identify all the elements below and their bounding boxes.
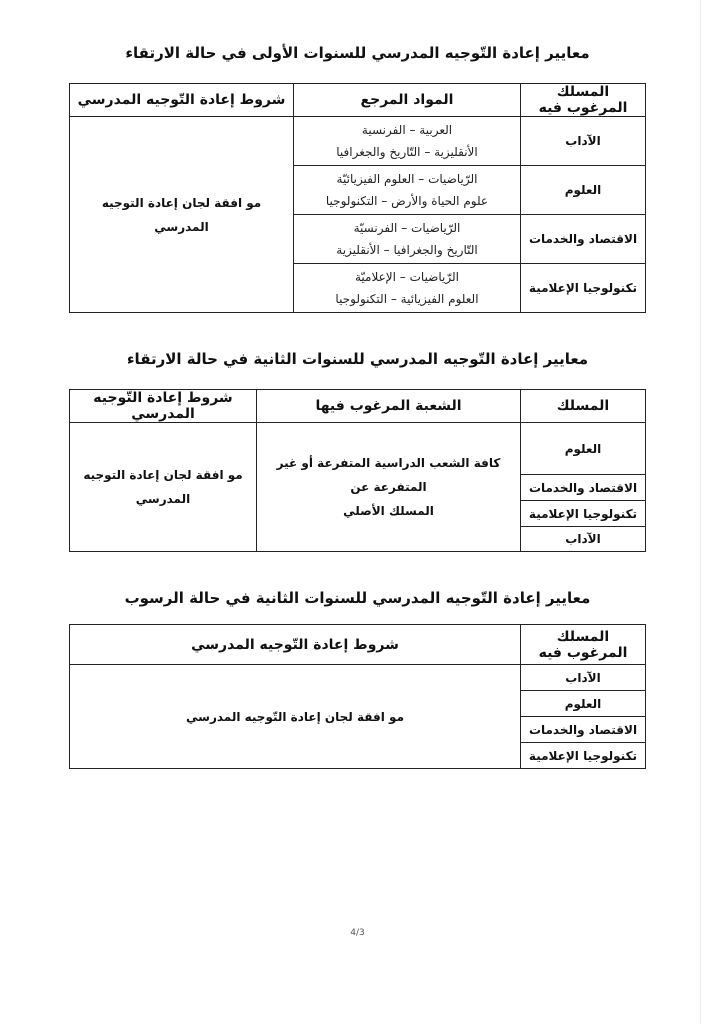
subjects-cell <box>294 215 521 264</box>
subjects-cell <box>294 117 521 166</box>
section2-table <box>69 389 646 552</box>
subjects-line: العلوم الفيزيائية – التكنولوجيا <box>335 292 479 306</box>
section1-table <box>69 83 646 313</box>
condition-cell: مو افقة لجان إعادة التوجيه المدرسي <box>70 117 294 313</box>
table-row <box>70 665 646 691</box>
subjects-cell <box>294 264 521 313</box>
page-number: 4/3 <box>350 928 365 938</box>
section2-title: معايير إعادة التّوجيه المدرسي للسنوات الثانية في حالة الارتقاء <box>126 350 589 368</box>
subjects-line: الأنقليزية – التّاريخ والجغرافيا <box>336 145 478 159</box>
track-cell: العلوم <box>521 423 646 475</box>
table-row <box>70 423 646 475</box>
track-cell: تكنولوجيا الإعلامية <box>521 501 646 527</box>
condition-line: المدرسي <box>135 492 191 506</box>
track-cell: تكنولوجيا الإعلامية <box>521 264 646 313</box>
subjects-line: الرّياضيات – الفرنسيّة <box>353 221 461 235</box>
header-conditions: شروط إعادة التّوجيه المدرسي <box>70 390 257 423</box>
subjects-line: علوم الحياة والأرض – التكنولوجيا <box>325 194 489 208</box>
header-subjects: المواد المرجع <box>294 84 521 117</box>
subjects-line: الرّياضيات – العلوم الفيزيائيّة <box>336 172 478 186</box>
table-header-row <box>70 625 646 665</box>
track-cell: الاقتصاد والخدمات <box>521 475 646 501</box>
table-header-row <box>70 390 646 423</box>
header-track: المسلك المرغوب فيه <box>521 84 646 117</box>
track-cell: العلوم <box>521 166 646 215</box>
branch-line: كافة الشعب الدراسية المتفرعة أو غير المتفرعة عن <box>276 456 501 494</box>
condition-cell: مو افقة لجان إعادة التّوجيه المدرسي <box>70 665 521 769</box>
track-cell: الآداب <box>521 527 646 552</box>
header-conditions: شروط إعادة التّوجيه المدرسي <box>70 625 521 665</box>
track-cell: الاقتصاد والخدمات <box>521 717 646 743</box>
page-edge <box>700 0 701 1024</box>
section3-table <box>69 624 646 769</box>
track-cell: تكنولوجيا الإعلامية <box>521 743 646 769</box>
condition-line: مو افقة لجان إعادة التوجيه <box>83 468 243 482</box>
subjects-cell <box>294 166 521 215</box>
subjects-line: العربية – الفرنسية <box>361 123 453 137</box>
section1-title: معايير إعادة التّوجيه المدرسي للسنوات الأولى في حالة الارتقاء <box>125 44 590 62</box>
table-row <box>70 117 646 166</box>
header-track: المسلك المرغوب فيه <box>521 625 646 665</box>
header-conditions: شروط إعادة التّوجيه المدرسي <box>70 84 294 117</box>
track-cell: الآداب <box>521 117 646 166</box>
section3-title: معايير إعادة التّوجيه المدرسي للسنوات الثانية في حالة الرسوب <box>124 589 591 607</box>
header-branch: الشعبة المرغوب فيها <box>257 390 521 423</box>
branch-cell <box>257 423 521 552</box>
track-cell: العلوم <box>521 691 646 717</box>
branch-line: المسلك الأصلي <box>343 504 434 518</box>
header-track: المسلك <box>521 390 646 423</box>
track-cell: الاقتصاد والخدمات <box>521 215 646 264</box>
subjects-line: الرّياضيات – الإعلاميّة <box>355 270 459 284</box>
table-header-row <box>70 84 646 117</box>
track-cell: الآداب <box>521 665 646 691</box>
condition-cell <box>70 423 257 552</box>
subjects-line: التّاريخ والجغرافيا – الأنقليزية <box>336 243 478 257</box>
